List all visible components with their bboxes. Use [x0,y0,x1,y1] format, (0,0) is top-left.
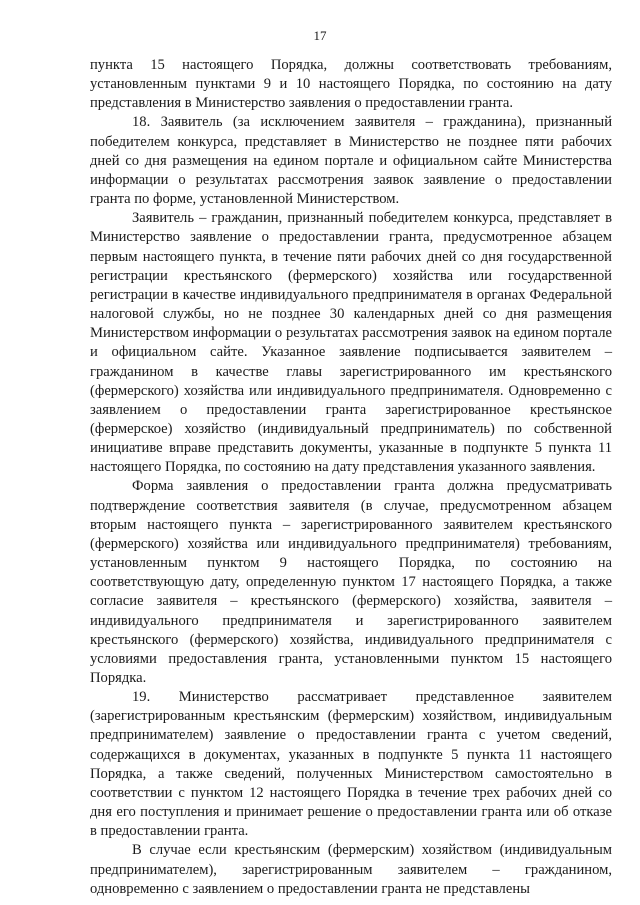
page-number: 17 [313,28,327,43]
paragraph-continuation: пункта 15 настоящего Порядка, должны соответствовать требованиям, установленным пунктами 9 и 10 настоящего Порядка, по состоянию на дату представления в Министерство заявления о предоставлении гранта. [90,57,612,112]
paragraph-applicant-citizen: Заявитель – гражданин, признанный победителем конкурса, представляет в Министерство заявление о предоставлении гранта, предусмотренное абзацем первым настоящего пункта, в течение пяти рабочих дней со дня государственной регистрации крестьянского (фермерского) хозяйства или государственной регистрации в качестве индивидуального предпринимателя в органах Федеральной налоговой службы, но не позднее 30 календарных дней со дня размещения Министерством информации о результатах рассмотрения заявок на едином портале и официальном сайте. Указанное заявление подписывается заявителем – гражданином в качестве главы зарегистрированного им крестьянского (фермерского) хозяйства или индивидуального предпринимателя. Одновременно с заявлением о предоставлении гранта зарегистрированное крестьянское (фермерское) хозяйство (индивидуальный предприниматель) по собственной инициативе вправе представить документы, указанные в подпункте 5 пункта 11 настоящего Порядка, по состоянию на дату представления указанного заявления. [90,210,612,476]
document-body [90,56,612,898]
paragraph-application-form: Форма заявления о предоставлении гранта должна предусматривать подтверждение соответствия заявителя (в случае, предусмотренном абзацем вторым настоящего пункта – зарегистрированного заявителем крестьянского (фермерского) хозяйства или индивидуального предпринимателя) требованиям, установленным пунктом 9 настоящего Порядка, по состоянию на соответствующую дату, определенную пунктом 17 настоящего Порядка, а также согласие заявителя – крестьянского (фермерского) хозяйства, заявителя – индивидуального предпринимателя и зарегистрированного заявителем крестьянского (фермерского) хозяйства, индивидуального предпринимателя с условиями предоставления гранта, установленными пунктом 15 настоящего Порядка. [90,478,612,686]
paragraph-item-18: 18. Заявитель (за исключением заявителя – гражданина), признанный победителем конкурса, представляет в Министерство не позднее пяти рабочих дней со дня размещения на едином портале и официальном сайте Министерства информации о результатах рассмотрения заявок заявление о предоставлении гранта по форме, установленной Министерством. [90,114,612,208]
paragraph-not-submitted: В случае если крестьянским (фермерским) хозяйством (индивидуальным предпринимателем), зарегистрированным заявителем – гражданином, одновременно с заявлением о предоставлении гранта не представлены [90,842,612,897]
paragraph-item-19: 19. Министерство рассматривает представленное заявителем (зарегистрированным крестьянским (фермерским) хозяйством, индивидуальным предпринимателем) заявление о предоставлении гранта с учетом сведений, содержащихся в документах, указанных в подпункте 5 пункта 11 настоящего Порядка, а также сведений, полученных Министерством самостоятельно в соответствии с пунктом 12 настоящего Порядка в течение трех рабочих дней со дня его поступления и принимает решение о предоставлении гранта или об отказе в предоставлении гранта. [90,689,612,840]
